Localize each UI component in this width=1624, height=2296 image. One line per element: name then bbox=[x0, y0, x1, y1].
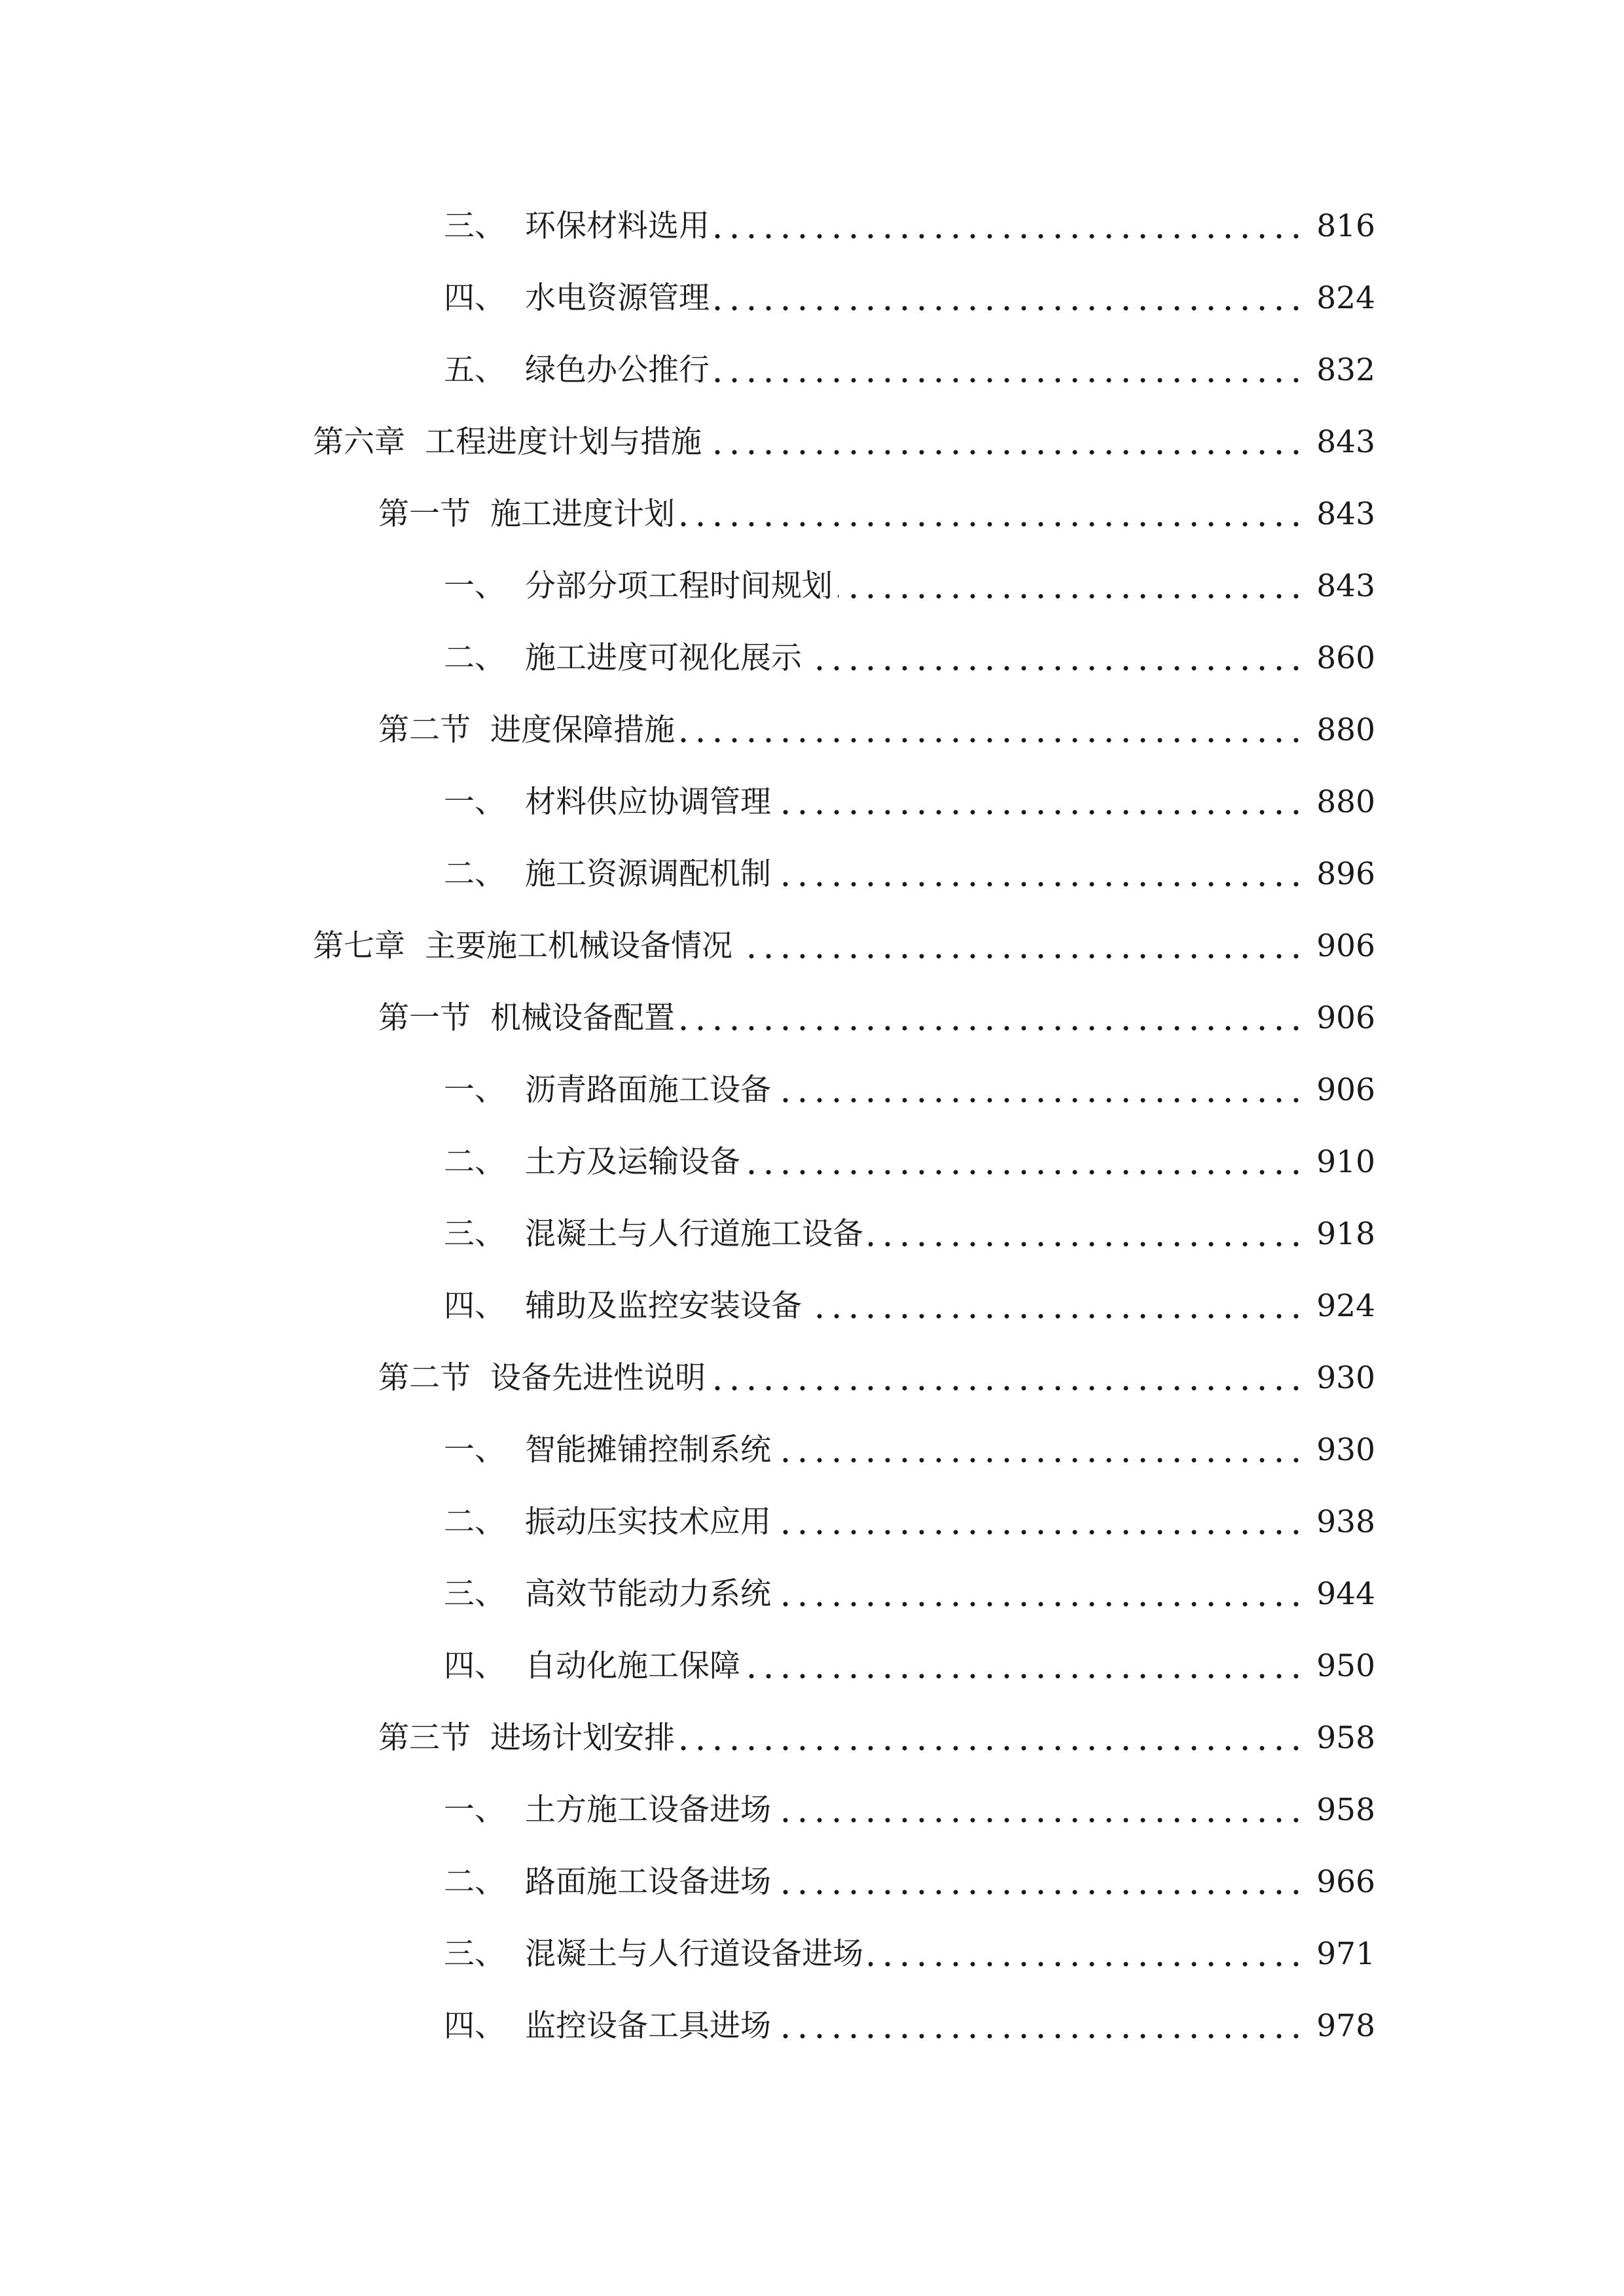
toc-entry-label bbox=[444, 639, 807, 676]
toc-entry-title: 沥青路面施工设备 bbox=[525, 1071, 771, 1108]
toc-entry-label bbox=[444, 1935, 869, 1972]
dot-leader bbox=[869, 1942, 1305, 1973]
toc-entry-page-number: 843 bbox=[1316, 495, 1375, 532]
toc-entry-label bbox=[378, 495, 680, 532]
toc-entry-page-number: 906 bbox=[1316, 1071, 1375, 1108]
toc-entry-number: 第七章 bbox=[313, 927, 405, 964]
table-of-contents bbox=[0, 190, 1624, 2062]
toc-entry-title: 主要施工机械设备情况 bbox=[425, 927, 732, 964]
toc-entry-page-number: 918 bbox=[1316, 1215, 1375, 1252]
dot-leader bbox=[715, 358, 1305, 389]
toc-entry-item[interactable] bbox=[0, 1414, 1624, 1486]
toc-entry-page-number: 938 bbox=[1316, 1503, 1375, 1540]
toc-entry-title: 施工进度计划 bbox=[490, 495, 675, 532]
toc-entry-item[interactable] bbox=[0, 838, 1624, 910]
dot-leader bbox=[807, 1294, 1305, 1325]
dot-leader bbox=[776, 862, 1305, 893]
toc-entry-item[interactable] bbox=[0, 1054, 1624, 1126]
toc-entry-page-number: 906 bbox=[1316, 999, 1375, 1036]
toc-entry-label bbox=[444, 1647, 746, 1684]
toc-entry-item[interactable] bbox=[0, 1630, 1624, 1702]
toc-entry-page-number: 950 bbox=[1316, 1647, 1375, 1684]
toc-entry-item[interactable] bbox=[0, 334, 1624, 406]
toc-entry-page-number: 906 bbox=[1316, 927, 1375, 964]
toc-entry-page-number: 832 bbox=[1316, 351, 1375, 388]
dot-leader bbox=[715, 214, 1305, 245]
toc-entry-item[interactable] bbox=[0, 1126, 1624, 1198]
toc-entry-title: 监控设备工具进场 bbox=[525, 2007, 771, 2044]
toc-entry-item[interactable] bbox=[0, 1774, 1624, 1846]
toc-entry-number: 四、 bbox=[444, 2007, 505, 2044]
dot-leader bbox=[707, 430, 1305, 461]
dot-leader bbox=[715, 286, 1305, 317]
dot-leader bbox=[746, 1150, 1305, 1181]
toc-entry-label bbox=[444, 1431, 776, 1468]
toc-entry-number: 三、 bbox=[444, 207, 505, 244]
toc-entry-title: 设备先进性说明 bbox=[490, 1359, 706, 1396]
dot-leader bbox=[776, 1870, 1305, 1901]
toc-entry-number: 三、 bbox=[444, 1575, 505, 1612]
toc-entry-section[interactable] bbox=[0, 1342, 1624, 1414]
dot-leader bbox=[807, 646, 1305, 677]
toc-entry-title: 分部分项工程时间规划 bbox=[525, 567, 833, 604]
toc-entry-page-number: 860 bbox=[1316, 639, 1375, 676]
toc-entry-number: 一、 bbox=[444, 783, 505, 820]
toc-entry-page-number: 843 bbox=[1316, 423, 1375, 460]
dot-leader bbox=[680, 1006, 1305, 1037]
toc-entry-label bbox=[444, 351, 715, 388]
toc-entry-label bbox=[313, 423, 707, 460]
dot-leader bbox=[680, 502, 1305, 533]
toc-entry-section[interactable] bbox=[0, 982, 1624, 1054]
toc-entry-label bbox=[444, 2007, 776, 2044]
dot-leader bbox=[711, 1366, 1305, 1397]
toc-entry-number: 第一节 bbox=[378, 999, 471, 1036]
toc-entry-page-number: 824 bbox=[1316, 279, 1375, 316]
toc-entry-item[interactable] bbox=[0, 1486, 1624, 1558]
toc-entry-label bbox=[378, 711, 680, 748]
toc-entry-title: 工程进度计划与措施 bbox=[425, 423, 702, 460]
toc-entry-label bbox=[444, 1071, 776, 1108]
toc-entry-title: 绿色办公推行 bbox=[525, 351, 710, 388]
toc-entry-label bbox=[444, 207, 715, 244]
dot-leader bbox=[738, 934, 1305, 965]
dot-leader bbox=[776, 1438, 1305, 1469]
toc-entry-title: 施工进度可视化展示 bbox=[525, 639, 802, 676]
toc-entry-page-number: 971 bbox=[1316, 1935, 1375, 1972]
toc-entry-number: 第二节 bbox=[378, 711, 471, 748]
toc-entry-chapter[interactable] bbox=[0, 406, 1624, 478]
toc-entry-item[interactable] bbox=[0, 1990, 1624, 2062]
toc-entry-page-number: 966 bbox=[1316, 1863, 1375, 1900]
toc-entry-item[interactable] bbox=[0, 1558, 1624, 1630]
toc-entry-label bbox=[444, 279, 715, 316]
toc-entry-title: 土方施工设备进场 bbox=[525, 1791, 771, 1828]
toc-entry-number: 四、 bbox=[444, 1287, 505, 1324]
toc-entry-item[interactable] bbox=[0, 1270, 1624, 1342]
toc-entry-label bbox=[378, 1359, 711, 1396]
dot-leader bbox=[776, 2014, 1305, 2045]
toc-entry-number: 二、 bbox=[444, 855, 505, 892]
toc-entry-page-number: 880 bbox=[1316, 711, 1375, 748]
toc-entry-page-number: 958 bbox=[1316, 1791, 1375, 1828]
toc-entry-number: 二、 bbox=[444, 1863, 505, 1900]
toc-entry-number: 一、 bbox=[444, 1071, 505, 1108]
toc-entry-label bbox=[444, 1863, 776, 1900]
toc-entry-title: 高效节能动力系统 bbox=[525, 1575, 771, 1612]
toc-entry-label bbox=[444, 855, 776, 892]
toc-entry-title: 材料供应协调管理 bbox=[525, 783, 771, 820]
toc-entry-title: 自动化施工保障 bbox=[525, 1647, 740, 1684]
dot-leader bbox=[869, 1222, 1305, 1253]
toc-entry-title: 施工资源调配机制 bbox=[525, 855, 771, 892]
toc-entry-page-number: 958 bbox=[1316, 1719, 1375, 1756]
toc-entry-label bbox=[378, 1719, 680, 1756]
dot-leader bbox=[776, 1510, 1305, 1541]
dot-leader bbox=[776, 1078, 1305, 1109]
toc-entry-title: 辅助及监控安装设备 bbox=[525, 1287, 802, 1324]
toc-entry-label bbox=[313, 927, 738, 964]
toc-entry-item[interactable] bbox=[0, 262, 1624, 334]
dot-leader bbox=[776, 1798, 1305, 1829]
toc-entry-chapter[interactable] bbox=[0, 910, 1624, 982]
toc-entry-label bbox=[378, 999, 680, 1036]
toc-entry-item[interactable] bbox=[0, 622, 1624, 694]
toc-entry-label bbox=[444, 567, 838, 604]
toc-entry-item[interactable] bbox=[0, 1846, 1624, 1918]
toc-entry-label bbox=[444, 1791, 776, 1828]
toc-entry-number: 五、 bbox=[444, 351, 505, 388]
toc-entry-title: 进场计划安排 bbox=[490, 1719, 675, 1756]
toc-entry-number: 四、 bbox=[444, 1647, 505, 1684]
toc-entry-label bbox=[444, 1215, 869, 1252]
toc-entry-section[interactable] bbox=[0, 694, 1624, 766]
toc-entry-number: 第一节 bbox=[378, 495, 471, 532]
toc-entry-page-number: 930 bbox=[1316, 1359, 1375, 1396]
toc-entry-label bbox=[444, 783, 776, 820]
toc-entry-page-number: 944 bbox=[1316, 1575, 1375, 1612]
dot-leader bbox=[776, 790, 1305, 821]
toc-entry-title: 振动压实技术应用 bbox=[525, 1503, 771, 1540]
toc-entry-page-number: 880 bbox=[1316, 783, 1375, 820]
dot-leader bbox=[776, 1582, 1305, 1613]
toc-entry-title: 混凝土与人行道设备进场 bbox=[525, 1935, 863, 1972]
toc-entry-page-number: 924 bbox=[1316, 1287, 1375, 1324]
toc-entry-label bbox=[444, 1143, 746, 1180]
toc-entry-title: 土方及运输设备 bbox=[525, 1143, 740, 1180]
toc-entry-label bbox=[444, 1503, 776, 1540]
toc-entry-item[interactable] bbox=[0, 1918, 1624, 1990]
toc-entry-label bbox=[444, 1287, 807, 1324]
dot-leader bbox=[746, 1654, 1305, 1685]
toc-entry-number: 二、 bbox=[444, 1143, 505, 1180]
toc-entry-section[interactable] bbox=[0, 1702, 1624, 1774]
toc-entry-section[interactable] bbox=[0, 478, 1624, 550]
toc-entry-label bbox=[444, 1575, 776, 1612]
toc-entry-number: 一、 bbox=[444, 1791, 505, 1828]
toc-entry-page-number: 896 bbox=[1316, 855, 1375, 892]
toc-entry-title: 混凝土与人行道施工设备 bbox=[525, 1215, 863, 1252]
toc-entry-number: 第三节 bbox=[378, 1719, 471, 1756]
toc-entry-page-number: 816 bbox=[1316, 207, 1375, 244]
toc-entry-page-number: 978 bbox=[1316, 2007, 1375, 2044]
toc-entry-title: 机械设备配置 bbox=[490, 999, 675, 1036]
toc-entry-item[interactable] bbox=[0, 1198, 1624, 1270]
toc-entry-number: 三、 bbox=[444, 1215, 505, 1252]
dot-leader bbox=[680, 1726, 1305, 1757]
toc-entry-number: 二、 bbox=[444, 1503, 505, 1540]
toc-entry-title: 智能摊铺控制系统 bbox=[525, 1431, 771, 1468]
toc-entry-number: 四、 bbox=[444, 279, 505, 316]
toc-entry-number: 第二节 bbox=[378, 1359, 471, 1396]
toc-entry-title: 进度保障措施 bbox=[490, 711, 675, 748]
toc-entry-number: 三、 bbox=[444, 1935, 505, 1972]
toc-entry-number: 二、 bbox=[444, 639, 505, 676]
toc-entry-number: 第六章 bbox=[313, 423, 405, 460]
toc-entry-item[interactable] bbox=[0, 550, 1624, 622]
toc-entry-item[interactable] bbox=[0, 766, 1624, 838]
toc-entry-title: 水电资源管理 bbox=[525, 279, 710, 316]
toc-entry-number: 一、 bbox=[444, 567, 505, 604]
toc-entry-title: 环保材料选用 bbox=[525, 207, 710, 244]
toc-entry-number: 一、 bbox=[444, 1431, 505, 1468]
toc-entry-title: 路面施工设备进场 bbox=[525, 1863, 771, 1900]
dot-leader bbox=[680, 718, 1305, 749]
toc-entry-page-number: 843 bbox=[1316, 567, 1375, 604]
toc-entry-page-number: 910 bbox=[1316, 1143, 1375, 1180]
toc-entry-item[interactable] bbox=[0, 190, 1624, 262]
toc-entry-page-number: 930 bbox=[1316, 1431, 1375, 1468]
dot-leader bbox=[838, 574, 1305, 605]
